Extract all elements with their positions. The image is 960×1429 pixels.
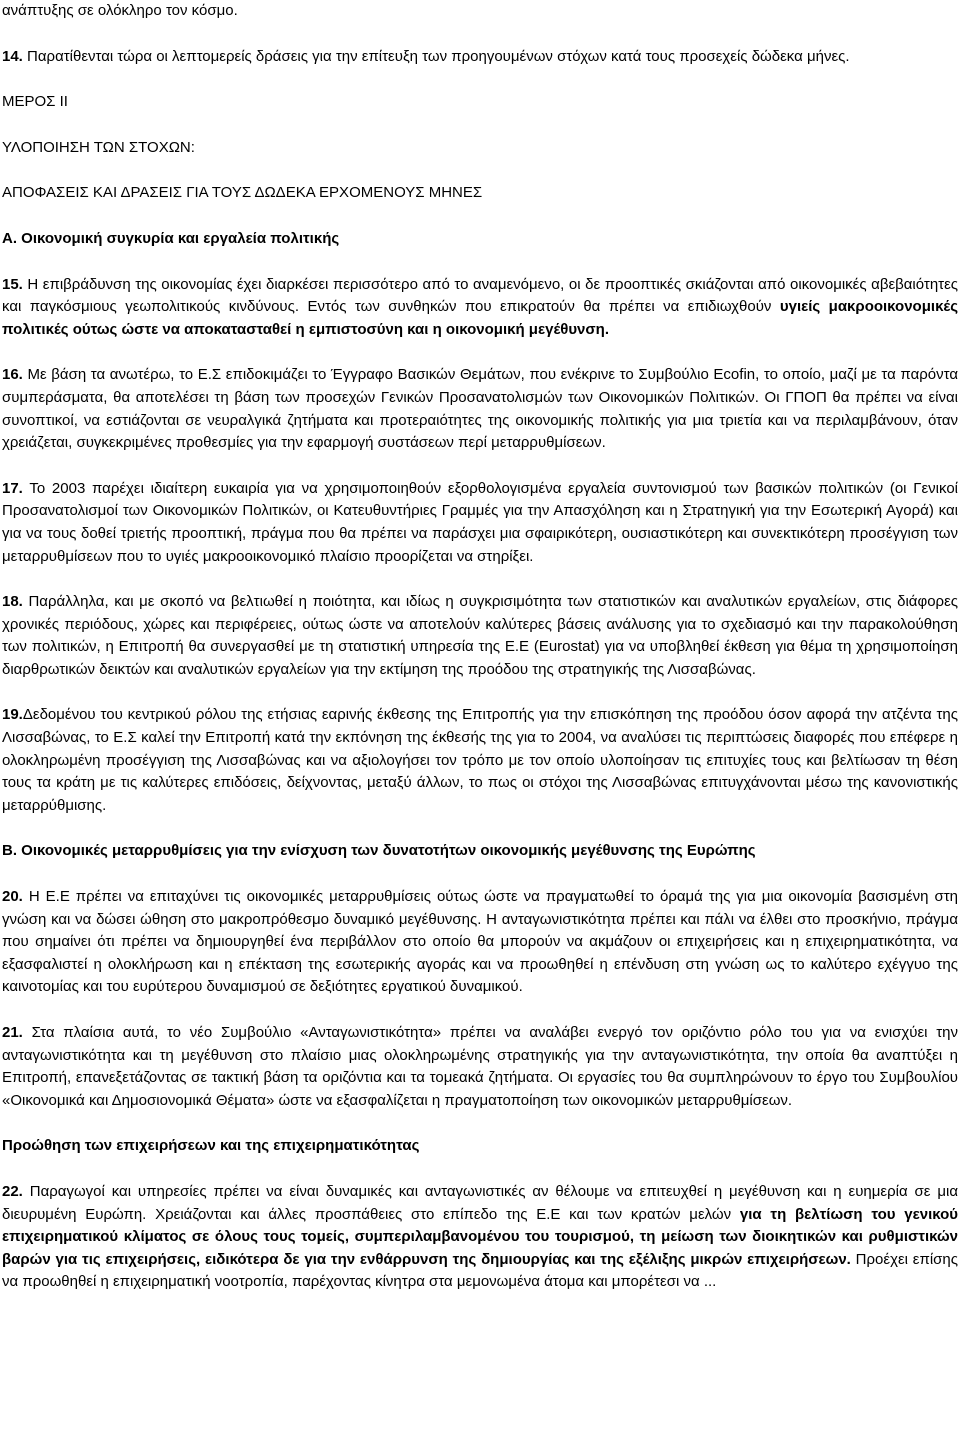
spacer <box>2 817 958 840</box>
section-b-heading <box>2 840 958 863</box>
paragraph-text: Παραγωγοί και υπηρεσίες πρέπει να είναι δυναμικές και ανταγωνιστικές αν θέλουμε να επιτευχθεί η μεγέθυνση και η ευημερία σε μια διευρυμένη Ευρώπη. Χρειάζονται και άλλες προσπάθειες στο επίπεδο της Ε.Ε και των κρατών μελών <box>2 1182 958 1223</box>
paragraph-number: 14. <box>2 47 23 65</box>
goals-title <box>2 137 958 160</box>
spacer <box>2 1112 958 1135</box>
paragraph-number: 17. <box>2 479 23 497</box>
paragraph-text: Με βάση τα ανωτέρω, το Ε.Σ επιδοκιμάζει το Έγγραφο Βασικών Θεμάτων, που ενέκρινε το Συμβούλιο Ecofin, το οποίο, μαζί με τα παρόντα συμπεράσματα, θα αποτελέσει τη βάση των προσεχών Γενικών Προσανατολισμών των Οικονομικών Πολιτικών. Οι ΓΠΟΠ θα πρέπει να είναι συνοπτικοί, να εστιάζονται σε νευραλγικά ζητήματα και προτεραιότητες της οικονομικής πολιτικής για μια τριετία και να περιλαμβάνουν, όταν χρειάζεται, συγκεκριμένες προθεσμίες για την εφαρμογή συστάσεων περί μεταρρυθμίσεων. <box>2 366 958 452</box>
paragraph-17 <box>2 478 958 568</box>
spacer <box>2 455 958 478</box>
paragraph-15 <box>2 274 958 342</box>
part-title <box>2 91 958 114</box>
section-b-text: Β. Οικονομικές μεταρρυθμίσεις για την ενίσχυση των δυνατοτήτων οικονομικής μεγέθυνσης της Ευρώπης <box>2 842 756 860</box>
spacer <box>2 1158 958 1181</box>
section-a-heading <box>2 228 958 251</box>
paragraph-19 <box>2 704 958 817</box>
spacer <box>2 114 958 137</box>
spacer <box>2 568 958 591</box>
decisions-title <box>2 182 958 205</box>
part-title-text: ΜΕΡΟΣ II <box>2 93 68 111</box>
paragraph-number: 22. <box>2 1182 23 1200</box>
paragraph-number: 20. <box>2 888 23 906</box>
goals-title-text: ΥΛΟΠΟΙΗΣΗ ΤΩΝ ΣΤΟΧΩΝ: <box>2 138 195 156</box>
paragraph-text: Δεδομένου του κεντρικού ρόλου της ετήσιας εαρινής έκθεσης της Επιτροπής για την επισκόπηση της προόδου όσον αφορά την ατζέντα της Λισσαβώνας, το Ε.Σ καλεί την Επιτροπή κατά την εκπόνηση της έκθεσής της για το 2004, να αναλύσει τις περιπτώσεις διαφορές που επέφερε η ολοκληρωμένη προσέγγιση της Λισσαβώνας και να αξιολογήσει τον τρόπο με τον οποίο υλοποίησαν τις επιτυχίες τους και βελτίωσαν τη θέση τους τα κράτη με τις καλύτερες επιδόσεις, δείχνοντας, μεταξύ άλλων, το πως οι στόχοι της Λισσαβώνας επιτυγχάνονται μέσω της κανονιστικής μεταρρύθμισης. <box>2 706 958 814</box>
paragraph-21 <box>2 1022 958 1112</box>
paragraph-bold-text: για τη βελτίωση του γενικού επιχειρηματικού κλίματος σε όλους τους τομείς, συμπεριλαμβανομένου του τουρισμού, τη μείωση των διοικητικών και ρυθμιστικών βαρών για τις επιχειρήσεις, ειδικότερα δε για την ενθάρρυνση της δημιουργίας και της εξέλιξης μικρών επιχειρήσεων. <box>2 1205 958 1268</box>
opening-line <box>2 0 958 23</box>
paragraph-18 <box>2 591 958 681</box>
paragraph-text: Παράλληλα, και με σκοπό να βελτιωθεί η ποιότητα, και ιδίως η συγκρισιμότητα των στατιστικών και αναλυτικών εργαλείων, στις διάφορες χρονικές περιόδους, χώρες και περιφέρειες, ούτως ώστε να αποτελούν καλύτερες βάσεις ανάλυσης για το σχεδιασμό και την παρακολούθηση των πολιτικών, η Επιτροπή θα συνεργασθεί με τη στατιστική υπηρεσία της Ε.Ε (Eurostat) για να υποβληθεί έκθεση για θέμα τη χρησιμοποίηση διαρθρωτικών δεικτών και αναλυτικών εργαλείων για την εκτίμηση της προόδου της στρατηγικής της Λισσαβώνας. <box>2 593 958 678</box>
paragraph-number: 18. <box>2 593 23 611</box>
subheading-business-text: Προώθηση των επιχειρήσεων και της επιχειρηματικότητας <box>2 1137 420 1155</box>
paragraph-text: Παρατίθενται τώρα οι λεπτομερείς δράσεις για την επίτευξη των προηγουμένων στόχων κατά τους προσεχείς δώδεκα μήνες. <box>27 47 850 65</box>
paragraph-text: Το 2003 παρέχει ιδιαίτερη ευκαιρία για να χρησιμοποιηθούν εξορθολογισμένα εργαλεία συντονισμού των βασικών πολιτικών (οι Γενικοί Προσανατολισμοί των Οικονομικών Πολιτικών, οι Κατευθυντήριες Γραμμές για την Απασχόληση και η Στρατηγική για την Εσωτερική Αγορά) και για να τους δοθεί τριετής προοπτική, πράγμα που θα πρέπει να παράσχει μια σφαιρικότερη, ουσιαστικότερη και συνεκτικότερη προσέγγιση των μεταρρυθμίσεων που το υγιές μακροοικονομικό πλαίσιο προορίζεται να στηρίξει. <box>2 479 958 565</box>
spacer <box>2 23 958 46</box>
paragraph-number: 19. <box>2 706 23 724</box>
spacer <box>2 681 958 704</box>
paragraph-text: Η Ε.Ε πρέπει να επιταχύνει τις οικονομικές μεταρρυθμίσεις ούτως ώστε να πραγματωθεί το όραμά της για μια οικονομία βασισμένη στη γνώση και να δώσει ώθηση στο μακροπρόθεσμο δυναμικό μεγέθυνσης. Η ανταγωνιστικότητα πρέπει και πάλι να έλθει στο προσκήνιο, πράγμα που σημαίνει ότι πρέπει να δημιουργηθεί ένα περιβάλλον στο οποίο θα μπορούν να ακμάζουν οι επιχειρήσεις και η επιχειρηματικότητα, να εξασφαλιστεί η ολοκλήρωση και η επέκταση της εσωτερικής αγοράς και να προωθηθεί η επένδυση στη γνώση ως το καλύτερο εχέγγυο της καινοτομίας και του ευρύτερου δυναμισμού σε δεξιότητες εργατικού δυναμικού. <box>2 888 958 996</box>
spacer <box>2 68 958 91</box>
paragraph-14 <box>2 46 958 69</box>
paragraph-text: Η επιβράδυνση της οικονομίας έχει διαρκέσει περισσότερο από το αναμενόμενο, οι δε προοπτικές σκιάζονται από οικονομικές αβεβαιότητες και παγκόσμιους γεωπολιτικούς κινδύνους. Εντός των συνθηκών που επικρατούν θα πρέπει να επιδιωχθούν <box>2 275 959 316</box>
paragraph-number: 21. <box>2 1024 23 1041</box>
paragraph-20 <box>2 886 958 999</box>
paragraph-number: 15. <box>2 275 23 293</box>
spacer <box>2 341 958 364</box>
subheading-business <box>2 1135 958 1158</box>
paragraph-bold-text: υγιείς μακροοικονομικές πολιτικές ούτως ώστε να αποκατασταθεί η εμπιστοσύνη και η οικονομική μεγέθυνση. <box>2 298 958 338</box>
opening-line-text: ανάπτυξης σε ολόκληρο τον κόσμο. <box>2 2 238 19</box>
section-a-text: Α. Οικονομική συγκυρία και εργαλεία πολιτικής <box>2 229 340 247</box>
paragraph-number: 16. <box>2 366 23 384</box>
decisions-title-text: ΑΠΟΦΑΣΕΙΣ ΚΑΙ ΔΡΑΣΕΙΣ ΓΙΑ ΤΟΥΣ ΔΩΔΕΚΑ ΕΡΧΟΜΕΝΟΥΣ ΜΗΝΕΣ <box>2 184 483 202</box>
spacer <box>2 863 958 886</box>
spacer <box>2 251 958 274</box>
paragraph-22 <box>2 1181 958 1294</box>
paragraph-text: Στα πλαίσια αυτά, το νέο Συμβούλιο «Ανταγωνιστικότητα» πρέπει να αναλάβει ενεργό τον οριζόντιο ρόλο του για να ενισχύει την ανταγωνιστικότητα και τη μεγέθυνση στο πλαίσιο μιας ολοκληρωμένης στρατηγικής για την ανταγωνιστικότητα, την οποία θα αναπτύξει η Επιτροπή, επανεξετάζοντας σε τακτική βάση τα οριζόντια και τα τομεακά ζητήματα. Οι εργασίες του θα συμπληρώνουν το έργο του Συμβουλίου «Οικονομικά και Δημοσιονομικά Θέματα» ώστε να εξασφαλίζεται η πραγματοποίηση των οικονομικών μεταρρυθμίσεων. <box>2 1024 958 1109</box>
spacer <box>2 205 958 228</box>
spacer <box>2 999 958 1022</box>
paragraph-text-continued: Προέχει επίσης να προωθηθεί η επιχειρηματική νοοτροπία, παρέχοντας κίνητρα στα μεμονωμένα άτομα και μπορέτεσι να ... <box>2 1250 958 1291</box>
spacer <box>2 159 958 182</box>
paragraph-16 <box>2 364 958 454</box>
